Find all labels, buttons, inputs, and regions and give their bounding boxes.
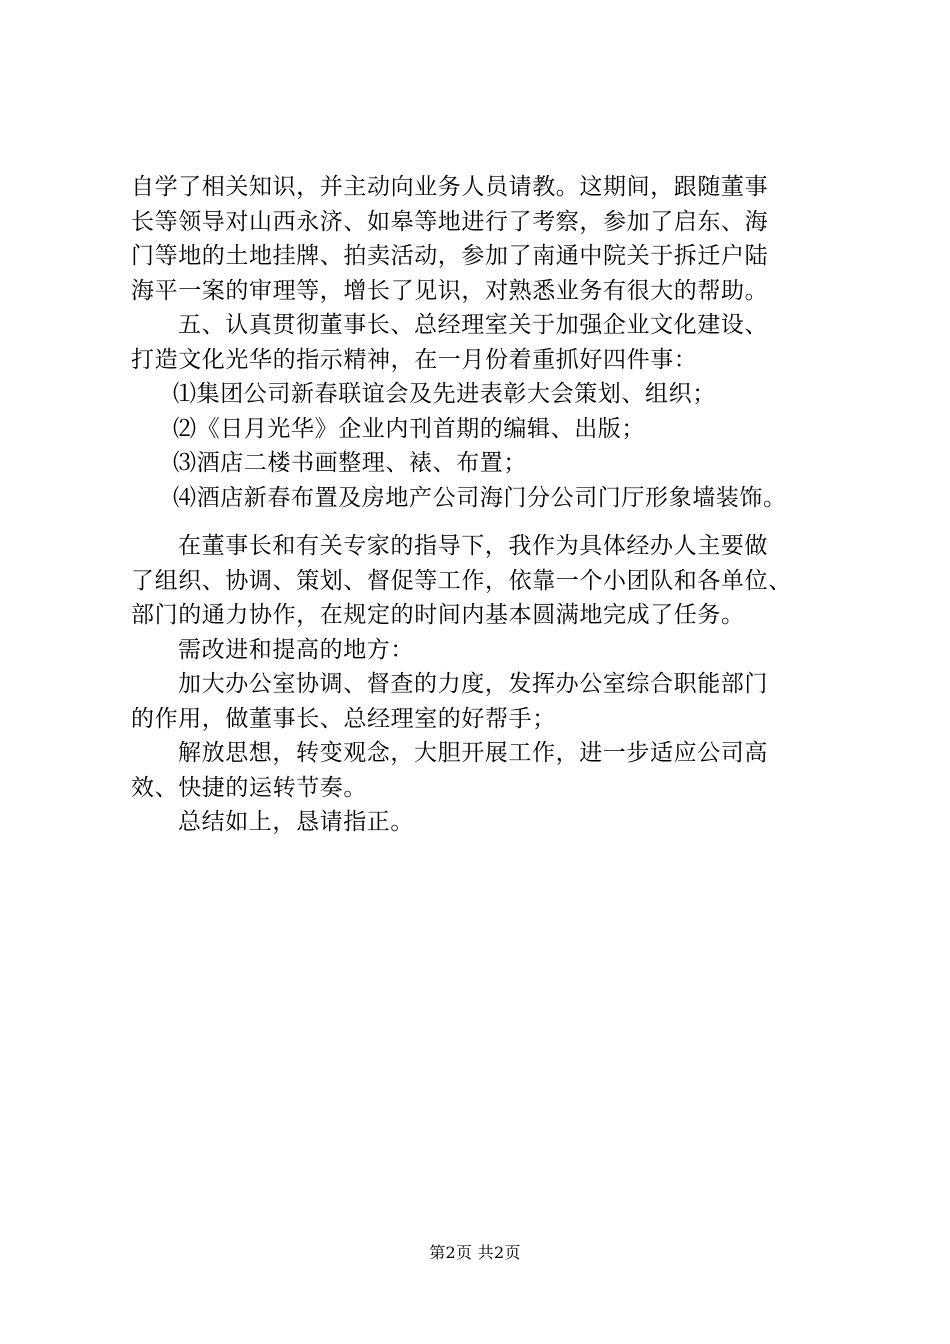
body-line: 解放思想，转变观念，大胆开展工作，进一步适应公司高: [178, 740, 768, 766]
body-line: 部门的通力协作，在规定的时间内基本圆满地完成了任务。: [131, 602, 745, 628]
list-item: ⑶酒店二楼书画整理、裱、布置；: [173, 450, 527, 476]
list-item: ⑴集团公司新春联谊会及先进表彰大会策划、组织；: [173, 381, 716, 407]
body-line: 长等领导对山西永济、如皋等地进行了考察，参加了启东、海: [131, 208, 769, 235]
list-item: ⑷酒店新春布置及房地产公司海门分公司门厅形象墙装饰。: [173, 484, 787, 511]
page-footer: 第2页 共2页: [429, 1243, 521, 1262]
closing-line: 总结如上，恳请指正。: [178, 809, 414, 835]
body-line: 打造文化光华的指示精神，在一月份着重抓好四件事：: [131, 346, 698, 373]
body-line: 自学了相关知识，并主动向业务人员请教。这期间，跟随董事: [131, 174, 769, 200]
body-line: 效、快捷的运转节奏。: [131, 774, 367, 801]
body-line: 的作用，做董事长、总经理室的好帮手；: [131, 705, 556, 732]
list-item: ⑵《日月光华》企业内刊首期的编辑、出版；: [173, 415, 645, 442]
body-line: 加大办公室协调、督查的力度，发挥办公室综合职能部门: [178, 671, 768, 697]
body-line: 需改进和提高的地方：: [178, 636, 414, 663]
body-line: 了组织、协调、策划、督促等工作，依靠一个小团队和各单位、: [131, 567, 792, 594]
document-body: [131, 170, 831, 840]
body-line: 门等地的土地挂牌、拍卖活动，参加了南通中院关于拆迁户陆: [131, 243, 769, 269]
section-heading-line: 五、认真贯彻董事长、总经理室关于加强企业文化建设、: [178, 312, 768, 338]
body-line: 海平一案的审理等，增长了见识，对熟悉业务有很大的帮助。: [131, 277, 769, 304]
paragraph-gap: [131, 515, 831, 529]
body-line: 在董事长和有关专家的指导下，我作为具体经办人主要做: [178, 533, 768, 559]
